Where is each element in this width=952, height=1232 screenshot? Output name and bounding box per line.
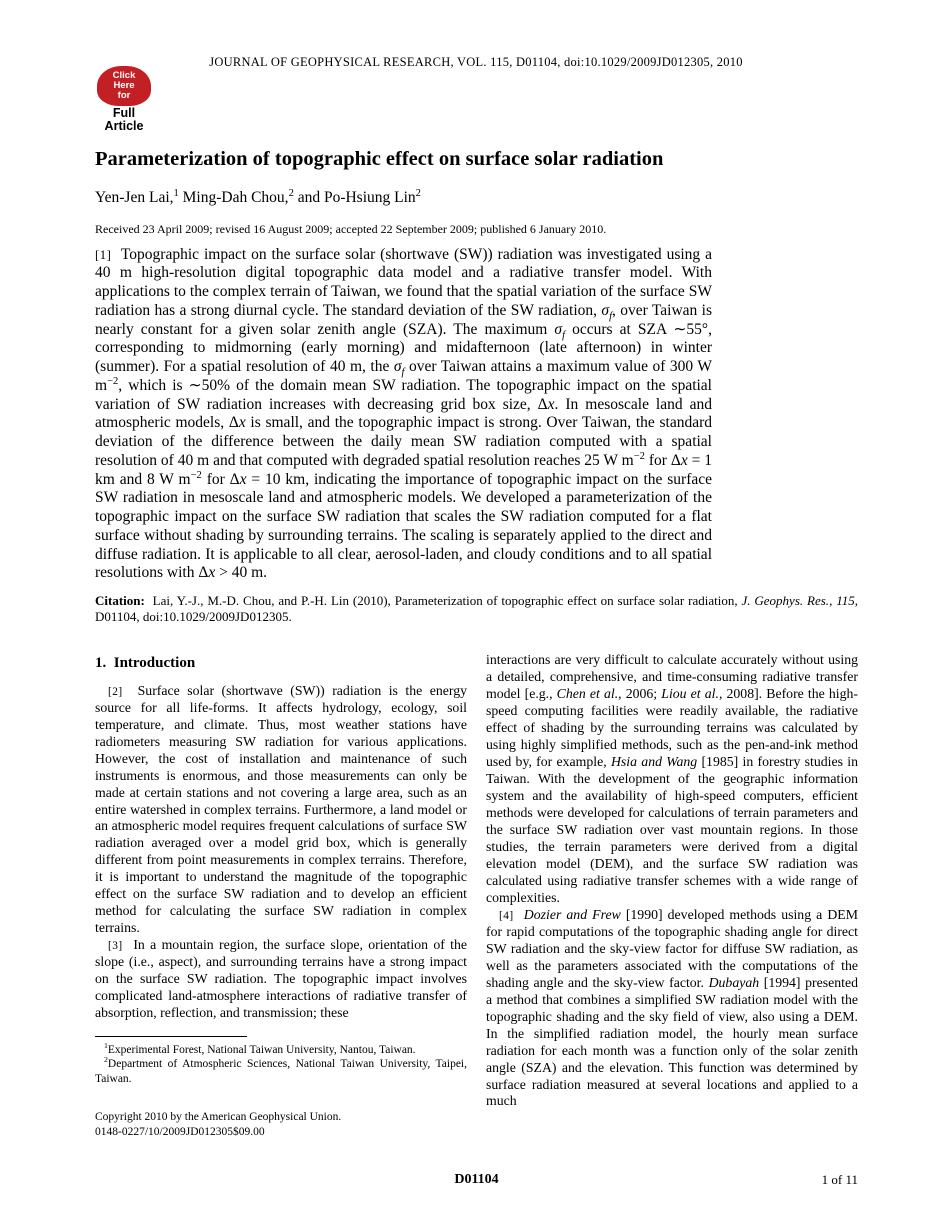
authors-line: Yen-Jen Lai,$^1$ Ming-Dah Chou,$^2$ and Po-Hsiung Lin$^2$ <box>95 187 421 206</box>
citation-paragraph: Citation: Lai, Y.-J., M.-D. Chou, and P.-H. Lin (2010), Parameterization of topographic effect on surface solar radiation, J. Geophys. Res., 115, D01104, doi:10.1029/2009JD012305. <box>95 593 859 625</box>
copyright-line-2: 0148-0227/10/2009JD012305$09.00 <box>95 1125 265 1138</box>
footer-doc-id: D01104 <box>454 1172 499 1187</box>
badge-line-here: Here <box>113 79 135 91</box>
received-dates-line: Received 23 April 2009; revised 16 August 2009; accepted 22 September 2009; published 6 January 2010. <box>95 221 607 236</box>
intro-paragraph-3: [3] In a mountain region, the surface slope, orientation of the slope (i.e., aspect), and surrounding terrains have a strong impact on the surface SW radiation. The topographic impact involves complicated land-atmosphere interactions of radiative transfer of absorption, reflection, and transmission; these <box>95 937 467 1021</box>
section-1-heading: 1. Introduction <box>95 655 196 672</box>
badge-line-article: Article <box>104 118 144 133</box>
left-column <box>95 652 467 1139</box>
full-article-badge-icon <box>97 66 151 106</box>
badge-line-for: for <box>117 90 131 102</box>
footnote-2: $^2$Department of Atmospheric Sciences, National Taiwan University, Taipei, Taiwan. <box>95 1055 467 1085</box>
abstract-paragraph: [1] Topographic impact on the surface solar (shortwave (SW)) radiation was investigated using a 40 m high-resolution digital topographic data model and a radiative transfer model. With applications to the complex terrain of Taiwan, we found that the spatial variation of the surface SW radiation has a strong diurnal cycle. The standard deviation of the SW radiation, $\sigma_f$, over Taiwan is nearly constant for a given solar zenith angle (SZA). The maximum $\sigma_f$ occurs at SZA ∼55°, corresponding to midmorning (early morning) and midafternoon (late afternoon) in winter (summer). For a spatial resolution of 40 m, the $\sigma_f$ over Taiwan attains a maximum value of 300 W $m^{-2}$, which is ∼50% of the domain mean SW radiation. The topographic impact on the spatial variation of SW radiation increases with decreasing grid box size, Δx. In mesoscale land and atmospheric models, Δx is small, and the topographic impact is strong. Over Taiwan, the standard deviation of the difference between the daily mean SW radiation computed with a spatial resolution of 40 m and that computed with degraded spatial resolution reaches 25 W $m^{-2}$ for Δx = 1 km and 8 W $m^{-2}$ for Δx = 10 km, indicating the importance of topographic impact on the surface SW radiation in mesoscale land and atmospheric models. We developed a parameterization of the topographic impact on the surface SW radiation that scales the SW radiation computed for a flat surface without shading by surrounding terrains. The scaling is separately applied to the direct and diffuse radiation. It is applicable to all clear, aerosol-laden, and cloudy conditions and to all spatial resolutions with Δx > 40 m. <box>95 245 713 582</box>
footer-page-number: 1 of 11 <box>821 1172 858 1187</box>
paper-title: Parameterization of topographic effect on surface solar radiation <box>95 148 664 170</box>
footnote-block <box>95 1022 467 1139</box>
right-column <box>486 652 858 1139</box>
badge-line-full: Full <box>112 106 136 120</box>
two-column-section <box>95 652 858 1139</box>
intro-paragraph-3-continued: interactions are very difficult to calculate accurately without using a detailed, comprehensive, and time-consuming radiative transfer model [e.g., Chen et al., 2006; Liou et al., 2008]. Before the high-speed computing facilities were readily available, the radiative effect of shading by the surrounding terrains was calculated by using highly simplified methods, such as the pen-and-ink method used by, for example, Hsia and Wang [1985] in forestry studies in Taiwan. With the development of the geographic information system and the availability of high-speed computers, efficient methods were developed for calculations of terrain parameters and the surface SW radiation over vast mountain regions. In those studies, the terrain parameters were derived from a digital elevation model (DEM), and the surface SW radiation was calculated using radiative transfer schemes with a wide range of complexities. <box>486 652 858 905</box>
badge-line-click: Click <box>112 69 136 81</box>
intro-paragraph-4: [4] Dozier and Frew [1990] developed methods using a DEM for rapid computations of the topographic shading angle for direct SW radiation and the sky-view factor for diffuse SW radiation, as well as the parameters associated with the computations of the shading angle and the sky-view factor. Dubayah [1994] presented a method that combines a simplified SW radiation model with the topographic shading and the sky field of view, also using a DEM. In the simplified radiation model, the hourly mean surface radiation for each month was a function only of the solar zenith angle (SZA) and the elevation. This function was determined by surface radiation measured at several locations and applied to a much <box>486 906 858 1109</box>
full-article-badge[interactable] <box>95 66 153 133</box>
intro-paragraph-2: [2] Surface solar (shortwave (SW)) radiation is the energy source for all life-forms. It affects hydrology, ecology, soil temperature, and climate. Thus, most weather stations have radiometers measuring SW radiation for various applications. However, the cost of installation and maintenance of such instruments is enormous, and those measurements can only be made at certain stations and not covering a large area, such as an entire watershed in complex terrains. Furthermore, a land model or an atmospheric model requires frequent calculations of surface SW radiation averaged over a model grid box, which is generally different from point measurements in complex terrains. Therefore, it is important to understand the magnitude of the topographic effect on the surface SW radiation and to develop an efficient method for calculating the surface SW radiation in complex terrains. <box>95 682 467 936</box>
article-body <box>95 148 858 1139</box>
copyright-line-1: Copyright 2010 by the American Geophysical Union. <box>95 1111 342 1124</box>
journal-header: JOURNAL OF GEOPHYSICAL RESEARCH, VOL. 115, D01104, doi:10.1029/2009JD012305, 2010 <box>209 55 743 69</box>
footnote-divider <box>95 1036 247 1037</box>
badge-full-article-label <box>95 107 153 133</box>
page-footer <box>95 1172 858 1192</box>
footnote-1: $^1$Experimental Forest, National Taiwan University, Nantou, Taiwan. <box>104 1041 416 1057</box>
copyright-block <box>95 1110 467 1139</box>
